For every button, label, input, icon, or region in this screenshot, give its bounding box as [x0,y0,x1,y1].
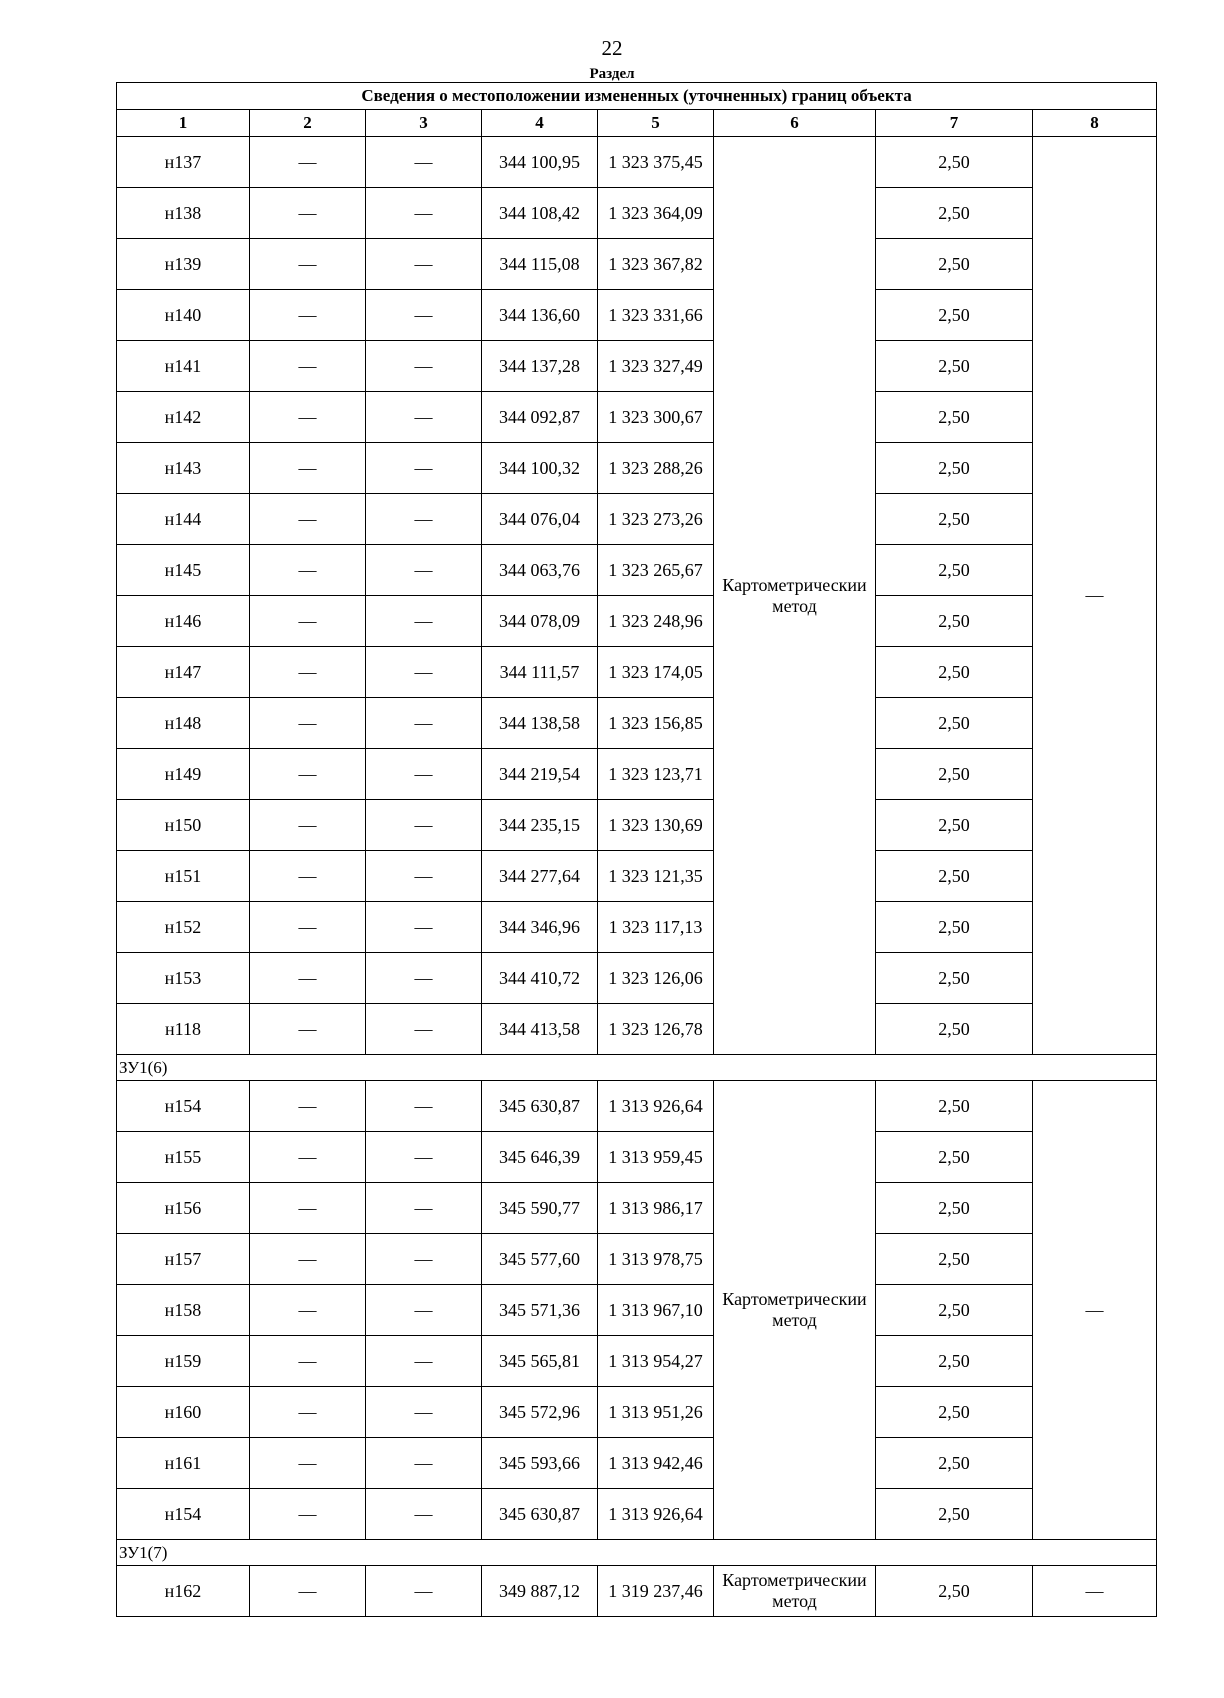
point-cell: н152 [117,902,250,953]
table-row [117,392,1157,443]
y-coordinate-cell: 1 323 375,45 [598,137,714,188]
table-row [117,1387,1157,1438]
table-row [117,800,1157,851]
table-row [117,1285,1157,1336]
accuracy-cell: 2,50 [876,1438,1033,1489]
section-heading-fragment: Раздел [589,66,635,82]
y-coordinate-cell: 1 323 288,26 [598,443,714,494]
x-coordinate-cell: 344 219,54 [482,749,598,800]
table-row [117,596,1157,647]
col3-cell: — [366,1566,482,1617]
x-coordinate-cell: 344 138,58 [482,698,598,749]
x-coordinate-cell: 345 646,39 [482,1132,598,1183]
col2-cell: — [250,1387,366,1438]
col3-cell: — [366,698,482,749]
accuracy-cell: 2,50 [876,392,1033,443]
point-cell: н137 [117,137,250,188]
accuracy-cell: 2,50 [876,1004,1033,1055]
table-row [117,953,1157,1004]
x-coordinate-cell: 344 346,96 [482,902,598,953]
table-row [117,341,1157,392]
y-coordinate-cell: 1 323 248,96 [598,596,714,647]
x-coordinate-cell: 344 063,76 [482,545,598,596]
column-number: 4 [482,110,598,137]
accuracy-cell: 2,50 [876,596,1033,647]
col2-cell: — [250,137,366,188]
table-row [117,1004,1157,1055]
accuracy-cell: 2,50 [876,1285,1033,1336]
x-coordinate-cell: 344 410,72 [482,953,598,1004]
col3-cell: — [366,188,482,239]
y-coordinate-cell: 1 313 954,27 [598,1336,714,1387]
column-number: 6 [714,110,876,137]
accuracy-cell: 2,50 [876,1566,1033,1617]
point-cell: н156 [117,1183,250,1234]
page-number: 22 [601,36,623,60]
accuracy-cell: 2,50 [876,953,1033,1004]
col2-cell: — [250,545,366,596]
table-row [117,1489,1157,1540]
method-cell: Картометрическии метод [714,1081,876,1540]
accuracy-cell: 2,50 [876,1336,1033,1387]
x-coordinate-cell: 344 413,58 [482,1004,598,1055]
y-coordinate-cell: 1 313 978,75 [598,1234,714,1285]
accuracy-cell: 2,50 [876,188,1033,239]
table-row [117,188,1157,239]
table-row [117,1081,1157,1132]
boundary-coordinates-table [116,82,1157,1617]
point-cell: н142 [117,392,250,443]
y-coordinate-cell: 1 323 121,35 [598,851,714,902]
table-title: Сведения о местоположении измененных (уточненных) границ объекта [117,83,1157,110]
x-coordinate-cell: 344 108,42 [482,188,598,239]
point-cell: н154 [117,1489,250,1540]
col8-cell: — [1033,1081,1157,1540]
column-number: 2 [250,110,366,137]
x-coordinate-cell: 345 571,36 [482,1285,598,1336]
table-row [117,1438,1157,1489]
y-coordinate-cell: 1 313 926,64 [598,1489,714,1540]
y-coordinate-cell: 1 323 273,26 [598,494,714,545]
y-coordinate-cell: 1 323 174,05 [598,647,714,698]
col3-cell: — [366,290,482,341]
point-cell: н151 [117,851,250,902]
point-cell: н162 [117,1566,250,1617]
col3-cell: — [366,647,482,698]
col3-cell: — [366,1438,482,1489]
x-coordinate-cell: 344 137,28 [482,341,598,392]
accuracy-cell: 2,50 [876,1387,1033,1438]
accuracy-cell: 2,50 [876,1183,1033,1234]
x-coordinate-cell: 345 593,66 [482,1438,598,1489]
col2-cell: — [250,1234,366,1285]
table-row [117,545,1157,596]
table-body [117,137,1157,1617]
accuracy-cell: 2,50 [876,647,1033,698]
column-number: 8 [1033,110,1157,137]
x-coordinate-cell: 344 100,32 [482,443,598,494]
point-cell: н158 [117,1285,250,1336]
accuracy-cell: 2,50 [876,137,1033,188]
col2-cell: — [250,341,366,392]
col2-cell: — [250,749,366,800]
col3-cell: — [366,1489,482,1540]
accuracy-cell: 2,50 [876,341,1033,392]
x-coordinate-cell: 344 136,60 [482,290,598,341]
table-row [117,1132,1157,1183]
col3-cell: — [366,392,482,443]
col3-cell: — [366,137,482,188]
col3-cell: — [366,341,482,392]
accuracy-cell: 2,50 [876,290,1033,341]
y-coordinate-cell: 1 313 951,26 [598,1387,714,1438]
group-label: ЗУ1(7) [117,1540,1157,1566]
col3-cell: — [366,1285,482,1336]
table-row [117,494,1157,545]
accuracy-cell: 2,50 [876,443,1033,494]
col2-cell: — [250,239,366,290]
x-coordinate-cell: 345 630,87 [482,1489,598,1540]
group-label-row [117,1055,1157,1081]
accuracy-cell: 2,50 [876,1081,1033,1132]
column-number: 7 [876,110,1033,137]
point-cell: н144 [117,494,250,545]
y-coordinate-cell: 1 323 126,06 [598,953,714,1004]
x-coordinate-cell: 344 111,57 [482,647,598,698]
table-row [117,1183,1157,1234]
col3-cell: — [366,1183,482,1234]
accuracy-cell: 2,50 [876,1132,1033,1183]
x-coordinate-cell: 344 076,04 [482,494,598,545]
group-label: ЗУ1(6) [117,1055,1157,1081]
table-row [117,851,1157,902]
col2-cell: — [250,1489,366,1540]
point-cell: н146 [117,596,250,647]
x-coordinate-cell: 344 235,15 [482,800,598,851]
x-coordinate-cell: 345 572,96 [482,1387,598,1438]
x-coordinate-cell: 349 887,12 [482,1566,598,1617]
point-cell: н160 [117,1387,250,1438]
x-coordinate-cell: 344 078,09 [482,596,598,647]
col2-cell: — [250,1081,366,1132]
y-coordinate-cell: 1 313 959,45 [598,1132,714,1183]
accuracy-cell: 2,50 [876,494,1033,545]
col2-cell: — [250,800,366,851]
y-coordinate-cell: 1 323 130,69 [598,800,714,851]
point-cell: н149 [117,749,250,800]
table-row [117,1566,1157,1617]
col3-cell: — [366,1336,482,1387]
x-coordinate-cell: 345 590,77 [482,1183,598,1234]
point-cell: н143 [117,443,250,494]
table-row [117,698,1157,749]
col3-cell: — [366,1081,482,1132]
col3-cell: — [366,545,482,596]
method-cell: Картометрическии метод [714,1566,876,1617]
table-row [117,647,1157,698]
col3-cell: — [366,1234,482,1285]
table-row [117,749,1157,800]
col2-cell: — [250,392,366,443]
point-cell: н154 [117,1081,250,1132]
y-coordinate-cell: 1 323 300,67 [598,392,714,443]
col2-cell: — [250,647,366,698]
point-cell: н138 [117,188,250,239]
col8-cell: — [1033,137,1157,1055]
method-cell: Картометрическии метод [714,137,876,1055]
col3-cell: — [366,596,482,647]
col3-cell: — [366,1132,482,1183]
x-coordinate-cell: 345 577,60 [482,1234,598,1285]
column-number-row [117,110,1157,137]
accuracy-cell: 2,50 [876,902,1033,953]
y-coordinate-cell: 1 323 123,71 [598,749,714,800]
point-cell: н140 [117,290,250,341]
col3-cell: — [366,749,482,800]
point-cell: н147 [117,647,250,698]
y-coordinate-cell: 1 323 367,82 [598,239,714,290]
column-number: 1 [117,110,250,137]
y-coordinate-cell: 1 313 967,10 [598,1285,714,1336]
col3-cell: — [366,443,482,494]
x-coordinate-cell: 344 277,64 [482,851,598,902]
group-label-row [117,1540,1157,1566]
y-coordinate-cell: 1 313 926,64 [598,1081,714,1132]
table-row [117,1234,1157,1285]
point-cell: н153 [117,953,250,1004]
col2-cell: — [250,902,366,953]
col2-cell: — [250,1566,366,1617]
y-coordinate-cell: 1 319 237,46 [598,1566,714,1617]
x-coordinate-cell: 345 565,81 [482,1336,598,1387]
point-cell: н150 [117,800,250,851]
y-coordinate-cell: 1 323 156,85 [598,698,714,749]
col2-cell: — [250,698,366,749]
accuracy-cell: 2,50 [876,698,1033,749]
col2-cell: — [250,1285,366,1336]
col2-cell: — [250,443,366,494]
col2-cell: — [250,290,366,341]
table-row [117,1336,1157,1387]
accuracy-cell: 2,50 [876,545,1033,596]
point-cell: н155 [117,1132,250,1183]
y-coordinate-cell: 1 323 126,78 [598,1004,714,1055]
x-coordinate-cell: 344 115,08 [482,239,598,290]
x-coordinate-cell: 344 092,87 [482,392,598,443]
table-row [117,902,1157,953]
col2-cell: — [250,851,366,902]
y-coordinate-cell: 1 323 331,66 [598,290,714,341]
col3-cell: — [366,239,482,290]
table-row [117,239,1157,290]
col8-cell: — [1033,1566,1157,1617]
point-cell: н159 [117,1336,250,1387]
col3-cell: — [366,902,482,953]
accuracy-cell: 2,50 [876,749,1033,800]
x-coordinate-cell: 344 100,95 [482,137,598,188]
accuracy-cell: 2,50 [876,239,1033,290]
col2-cell: — [250,1438,366,1489]
col3-cell: — [366,953,482,1004]
column-number: 5 [598,110,714,137]
col2-cell: — [250,494,366,545]
y-coordinate-cell: 1 313 942,46 [598,1438,714,1489]
x-coordinate-cell: 345 630,87 [482,1081,598,1132]
col2-cell: — [250,596,366,647]
y-coordinate-cell: 1 323 117,13 [598,902,714,953]
col2-cell: — [250,953,366,1004]
point-cell: н145 [117,545,250,596]
col3-cell: — [366,851,482,902]
table-row [117,290,1157,341]
col3-cell: — [366,1004,482,1055]
col2-cell: — [250,188,366,239]
col3-cell: — [366,800,482,851]
col3-cell: — [366,494,482,545]
accuracy-cell: 2,50 [876,800,1033,851]
point-cell: н161 [117,1438,250,1489]
point-cell: н139 [117,239,250,290]
table-row [117,137,1157,188]
table-row [117,443,1157,494]
col2-cell: — [250,1132,366,1183]
y-coordinate-cell: 1 323 327,49 [598,341,714,392]
point-cell: н148 [117,698,250,749]
point-cell: н157 [117,1234,250,1285]
col2-cell: — [250,1336,366,1387]
accuracy-cell: 2,50 [876,851,1033,902]
accuracy-cell: 2,50 [876,1489,1033,1540]
col3-cell: — [366,1387,482,1438]
y-coordinate-cell: 1 323 265,67 [598,545,714,596]
point-cell: н118 [117,1004,250,1055]
point-cell: н141 [117,341,250,392]
accuracy-cell: 2,50 [876,1234,1033,1285]
col2-cell: — [250,1183,366,1234]
y-coordinate-cell: 1 323 364,09 [598,188,714,239]
y-coordinate-cell: 1 313 986,17 [598,1183,714,1234]
col2-cell: — [250,1004,366,1055]
column-number: 3 [366,110,482,137]
